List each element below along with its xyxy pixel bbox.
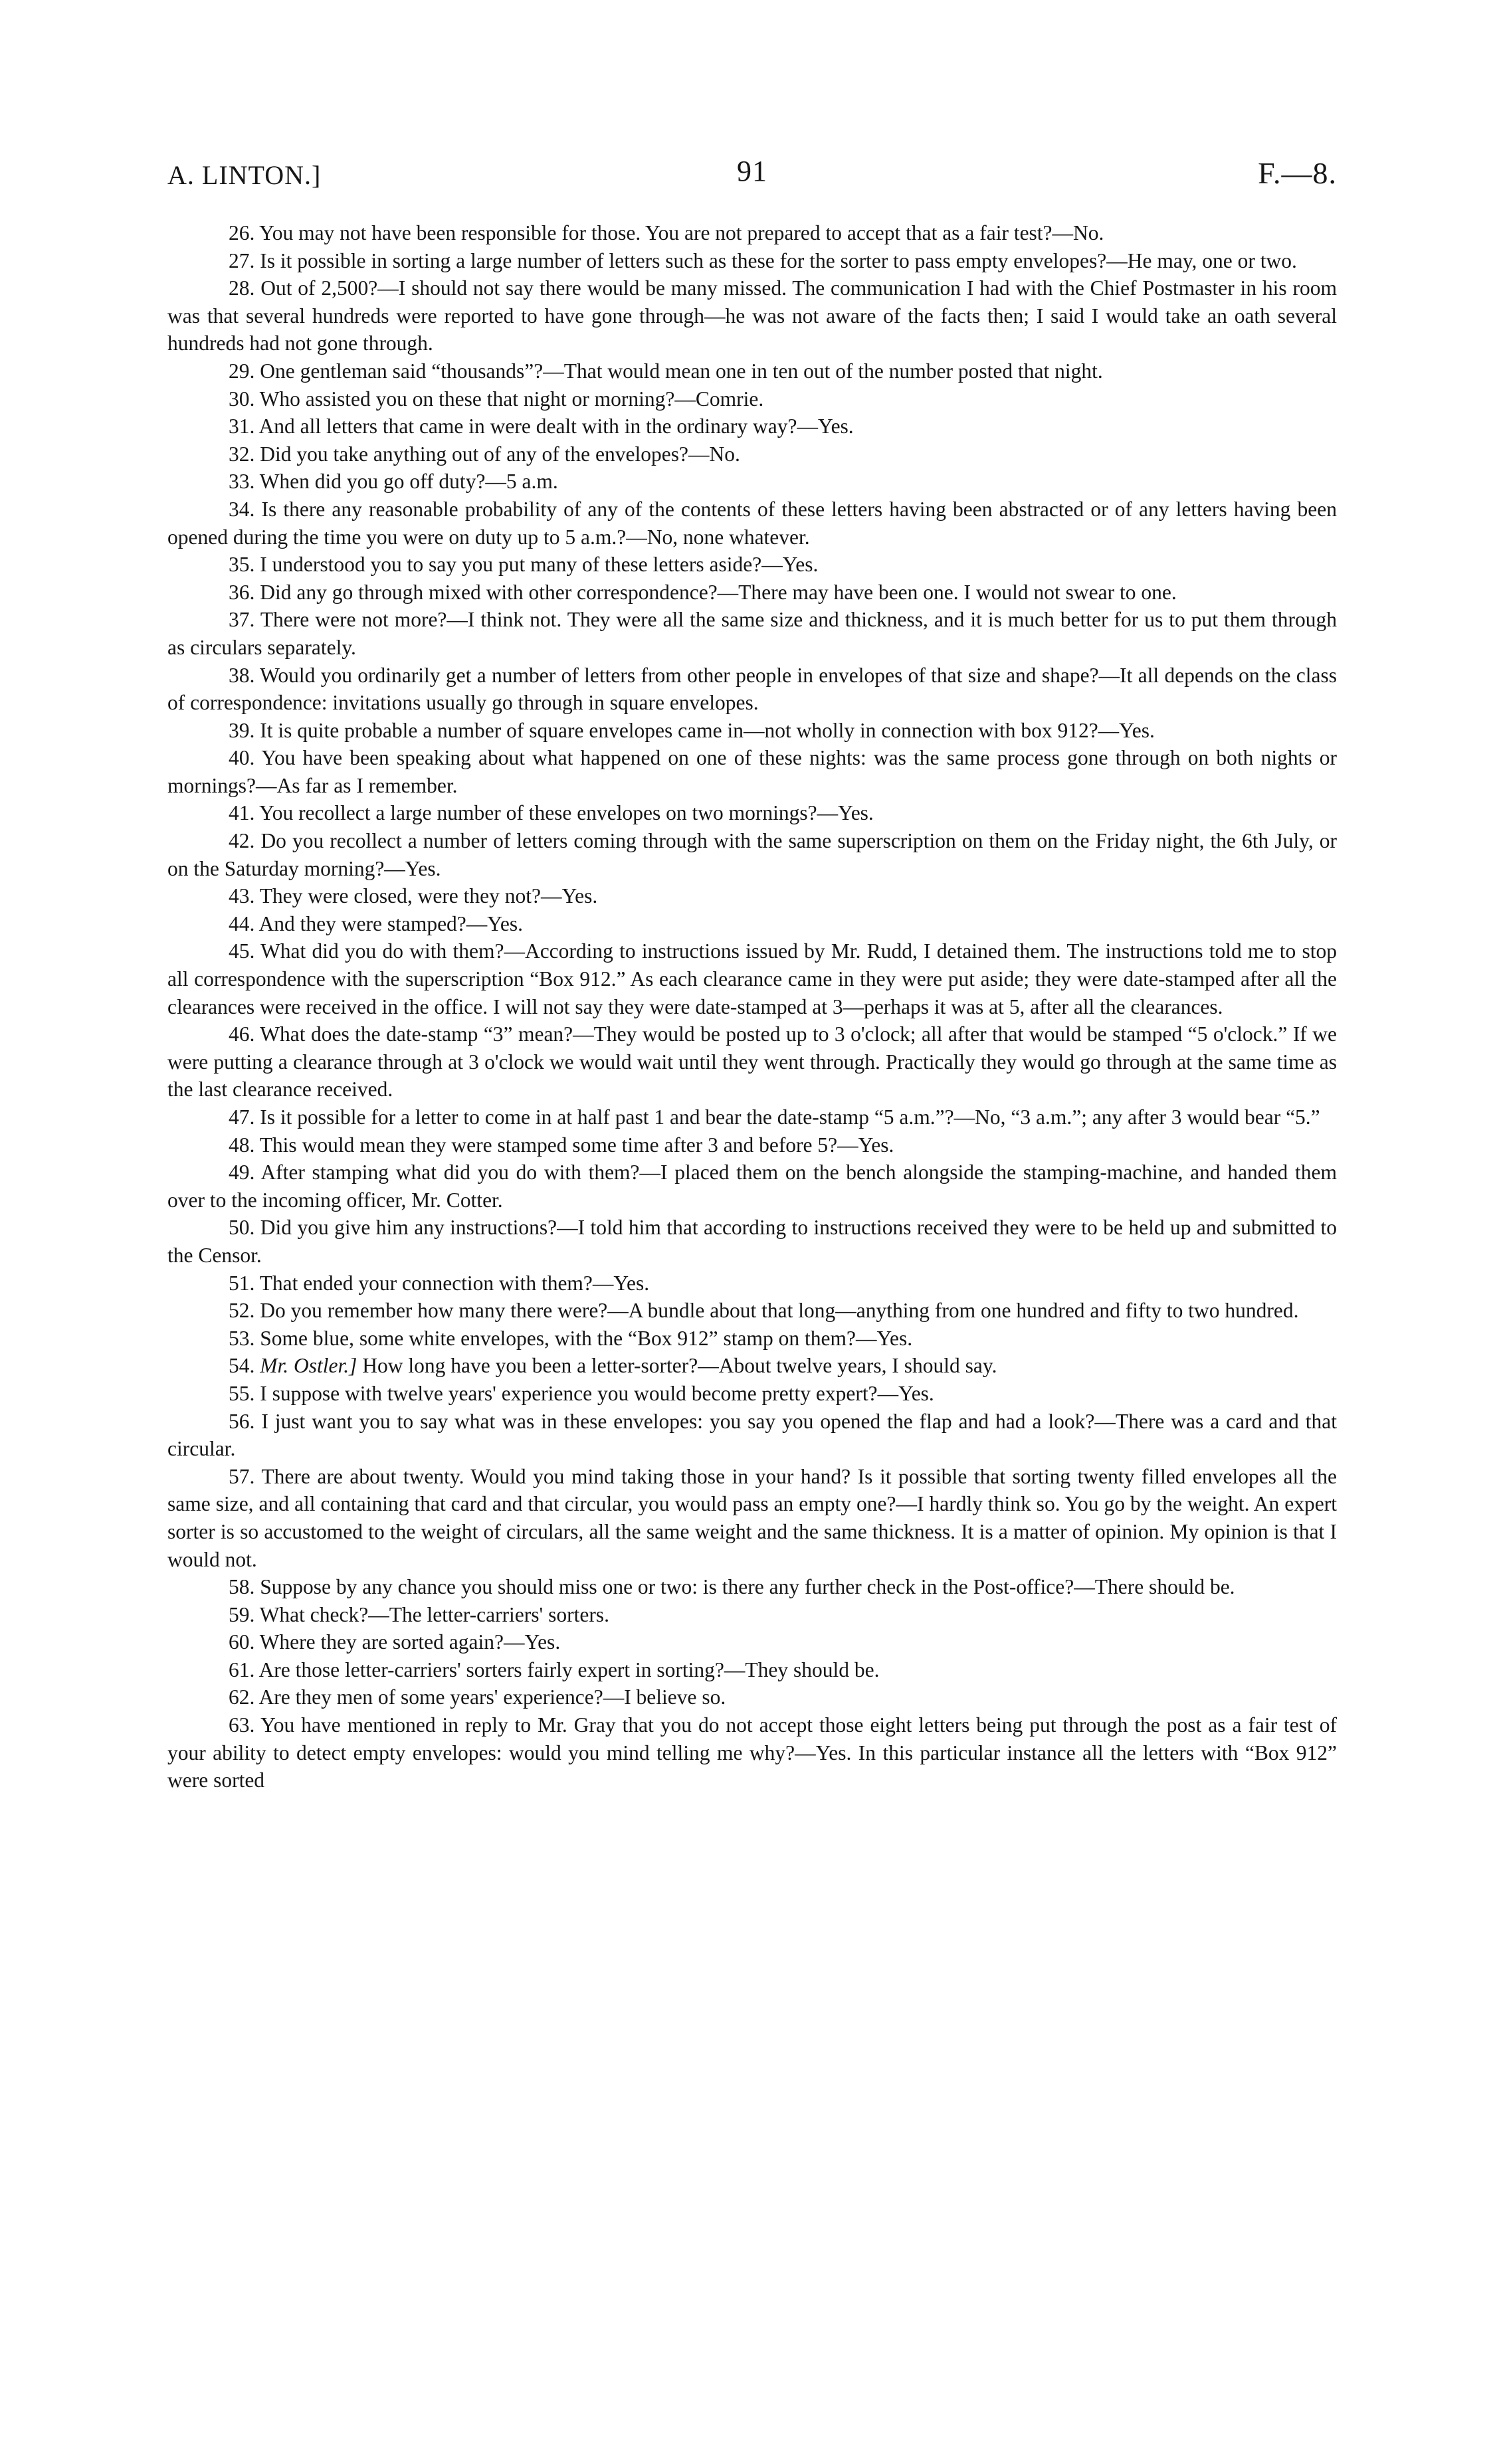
question-paragraph — [167, 1270, 1337, 1297]
question-text: Suppose by any chance you should miss one or two: is there any further check in the Post-office?—There should be. — [260, 1575, 1235, 1599]
question-paragraph — [167, 1573, 1337, 1601]
question-paragraph — [167, 1601, 1337, 1629]
question-text: What check?—The letter-carriers' sorters. — [259, 1602, 609, 1626]
question-paragraph — [167, 910, 1337, 938]
question-paragraph — [167, 937, 1337, 1020]
paper-reference: F.—8. — [1258, 156, 1337, 190]
question-text: Are those letter-carriers' sorters fairly expert in sorting?—They should be. — [258, 1658, 880, 1681]
question-number: 53. — [229, 1326, 255, 1350]
question-paragraph — [167, 1214, 1337, 1269]
question-number: 40. — [229, 746, 255, 770]
question-paragraph — [167, 1463, 1337, 1573]
question-number: 41. — [229, 801, 255, 825]
question-text: What does the date-stamp “3” mean?—They would be posted up to 3 o'clock; all after that would be stamped “5 o'clock.” If we were putting a clearance through at 3 o'clock we would wait until they went through. Practically they would go through at the same time as the last clearance received. — [167, 1022, 1337, 1101]
question-text: You recollect a large number of these envelopes on two mornings?—Yes. — [259, 801, 874, 825]
page-number: 91 — [737, 155, 767, 187]
question-text: I suppose with twelve years' experience you would become pretty expert?—Yes. — [260, 1381, 934, 1405]
question-paragraph — [167, 219, 1337, 247]
question-text: That ended your connection with them?—Yes. — [259, 1271, 650, 1295]
question-number: 35. — [229, 553, 255, 577]
question-number: 27. — [229, 248, 255, 272]
question-text: One gentleman said “thousands”?—That would mean one in ten out of the number posted that night. — [260, 359, 1103, 383]
question-paragraph — [167, 1131, 1337, 1159]
question-text: You may not have been responsible for those. You are not prepared to accept that as a fair test?—No. — [259, 221, 1104, 244]
question-number: 59. — [229, 1602, 255, 1626]
question-paragraph — [167, 606, 1337, 661]
page-header — [167, 153, 1337, 219]
question-text: They were closed, were they not?—Yes. — [259, 884, 598, 908]
question-text: It is quite probable a number of square envelopes came in—not wholly in connection with box 912?—Yes. — [260, 718, 1155, 742]
question-paragraph — [167, 357, 1337, 385]
question-number: 36. — [229, 580, 255, 604]
question-paragraph — [167, 1656, 1337, 1684]
question-number: 58. — [229, 1575, 255, 1599]
question-paragraph — [167, 468, 1337, 496]
question-paragraph — [167, 1352, 1337, 1380]
question-text: Did any go through mixed with other correspondence?—There may have been one. I would not swear to one. — [260, 580, 1177, 604]
question-number: 33. — [229, 470, 255, 494]
question-text: And they were stamped?—Yes. — [258, 911, 523, 935]
question-paragraph — [167, 1628, 1337, 1656]
question-text: Did you give him any instructions?—I told him that according to instructions received they were to be held up and submitted to the Censor. — [167, 1216, 1337, 1267]
question-number: 30. — [229, 387, 255, 411]
question-number: 63. — [229, 1713, 255, 1737]
question-paragraph — [167, 496, 1337, 551]
question-text: After stamping what did you do with them?—I placed them on the bench alongside the stamping-machine, and handed them over to the incoming officer, Mr. Cotter. — [167, 1161, 1337, 1212]
question-text: Are they men of some years' experience?—I believe so. — [258, 1685, 726, 1709]
question-number: 28. — [229, 276, 255, 300]
question-number: 43. — [229, 884, 255, 908]
question-number: 49. — [229, 1161, 255, 1185]
document-page — [167, 153, 1337, 1794]
question-number: 62. — [229, 1685, 255, 1709]
question-text: I just want you to say what was in these envelopes: you say you opened the flap and had a look?—There was a card and that circular. — [167, 1409, 1338, 1461]
question-text: There are about twenty. Would you mind taking those in your hand? Is it possible that sorting twenty filled envelopes all the same size, and all containing that card and that circular, you would pass an empty one?—I hardly think so. You go by the weight. An expert sorter is so accustomed to the weight of circulars, all the same weight and the same thickness. It is a matter of opinion. My opinion is that I would not. — [167, 1464, 1337, 1571]
question-number: 29. — [229, 359, 255, 383]
question-text: Do you recollect a number of letters coming through with the same superscription on them on the Friday night, the 6th July, or on the Saturday morning?—Yes. — [167, 829, 1337, 880]
question-number: 55. — [229, 1381, 255, 1405]
question-text: Is it possible for a letter to come in at half past 1 and bear the date-stamp “5 a.m.”?—No, “3 a.m.”; any after 3 would bear “5.” — [260, 1105, 1320, 1129]
question-paragraph — [167, 385, 1337, 413]
question-number: 26. — [229, 221, 255, 244]
question-paragraph — [167, 551, 1337, 579]
question-paragraph — [167, 1408, 1337, 1463]
question-text: Did you take anything out of any of the envelopes?—No. — [260, 442, 740, 466]
question-number: 46. — [229, 1022, 255, 1046]
question-number: 57. — [229, 1464, 255, 1488]
question-paragraph — [167, 440, 1337, 468]
question-number: 45. — [229, 939, 255, 963]
question-paragraph — [167, 1380, 1337, 1408]
question-paragraph — [167, 1159, 1337, 1214]
question-paragraph — [167, 1103, 1337, 1131]
question-number: 48. — [229, 1133, 255, 1157]
question-text: Is there any reasonable probability of any of the contents of these letters having been abstracted or of any letters having been opened during the time you were on duty up to 5 a.m.?—No, none whatever. — [167, 497, 1337, 549]
question-text: I understood you to say you put many of these letters aside?—Yes. — [260, 553, 819, 577]
question-paragraph — [167, 1325, 1337, 1353]
question-number: 31. — [229, 415, 255, 438]
question-paragraph — [167, 247, 1337, 275]
question-text: And all letters that came in were dealt with in the ordinary way?—Yes. — [258, 415, 854, 438]
question-paragraph — [167, 413, 1337, 440]
witness-name: A. LINTON.] — [167, 160, 322, 190]
question-number: 37. — [229, 608, 255, 632]
question-text: Out of 2,500?—I should not say there would be many missed. The communication I had with the Chief Postmaster in his room was that several hundreds were reported to have gone through—he was not aware of the facts then; I said I would take an oath several hundreds had not gone through. — [167, 276, 1337, 355]
speaker-name: Mr. Ostler.] — [260, 1354, 357, 1378]
question-number: 32. — [229, 442, 255, 466]
question-text: How long have you been a letter-sorter?—About twelve years, I should say. — [362, 1354, 997, 1378]
question-text: Who assisted you on these that night or morning?—Comrie. — [259, 387, 764, 411]
question-number: 51. — [229, 1271, 255, 1295]
question-number: 39. — [229, 718, 255, 742]
question-text: What did you do with them?—According to instructions issued by Mr. Rudd, I detained them. The instructions told me to stop all correspondence with the superscription “Box 912.” As each clearance came in they were put aside; they were date-stamped after all the clearances were received in the office. I will not say they were date-stamped at 3—perhaps it was at 5, after all the clearances. — [167, 939, 1337, 1018]
question-paragraph — [167, 717, 1337, 745]
question-paragraph — [167, 1711, 1337, 1794]
question-number: 50. — [229, 1216, 255, 1240]
question-paragraph — [167, 662, 1337, 717]
question-text: Do you remember how many there were?—A bundle about that long—anything from one hundred and fifty to two hundred. — [260, 1299, 1299, 1323]
question-number: 44. — [229, 911, 255, 935]
question-paragraph — [167, 744, 1337, 799]
question-text: You have been speaking about what happened on one of these nights: was the same process gone through on both nights or mornings?—As far as I remember. — [167, 746, 1337, 797]
question-paragraph — [167, 799, 1337, 827]
question-paragraph — [167, 882, 1337, 910]
question-paragraph — [167, 827, 1337, 882]
question-number: 34. — [229, 497, 255, 521]
question-paragraph — [167, 579, 1337, 607]
question-text: This would mean they were stamped some time after 3 and before 5?—Yes. — [259, 1133, 894, 1157]
question-text: Where they are sorted again?—Yes. — [259, 1630, 561, 1654]
question-number: 38. — [229, 663, 255, 687]
question-number: 47. — [229, 1105, 255, 1129]
question-text: You have mentioned in reply to Mr. Gray that you do not accept those eight letters being put through the post as a fair test of your ability to detect empty envelopes: would you mind telling me why?—Yes. In this particular instance all the letters with “Box 912” were sorted — [167, 1713, 1337, 1792]
question-paragraph — [167, 274, 1337, 357]
question-number: 54. — [229, 1354, 255, 1378]
question-paragraph — [167, 1683, 1337, 1711]
question-paragraph — [167, 1297, 1337, 1325]
question-text: Is it possible in sorting a large number of letters such as these for the sorter to pass empty envelopes?—He may, one or two. — [260, 248, 1297, 272]
question-number: 42. — [229, 829, 255, 853]
question-text: There were not more?—I think not. They were all the same size and thickness, and it is much better for us to put them through as circulars separately. — [167, 608, 1337, 659]
question-text: When did you go off duty?—5 a.m. — [259, 470, 558, 494]
question-number: 56. — [229, 1409, 255, 1433]
question-number: 60. — [229, 1630, 255, 1654]
question-number: 61. — [229, 1658, 255, 1681]
testimony-body — [167, 219, 1337, 1794]
question-text: Would you ordinarily get a number of letters from other people in envelopes of that size and shape?—It all depends on the class of correspondence: invitations usually go through in square envelopes. — [167, 663, 1337, 715]
question-number: 52. — [229, 1299, 255, 1323]
question-text: Some blue, some white envelopes, with the “Box 912” stamp on them?—Yes. — [260, 1326, 913, 1350]
question-paragraph — [167, 1020, 1337, 1103]
